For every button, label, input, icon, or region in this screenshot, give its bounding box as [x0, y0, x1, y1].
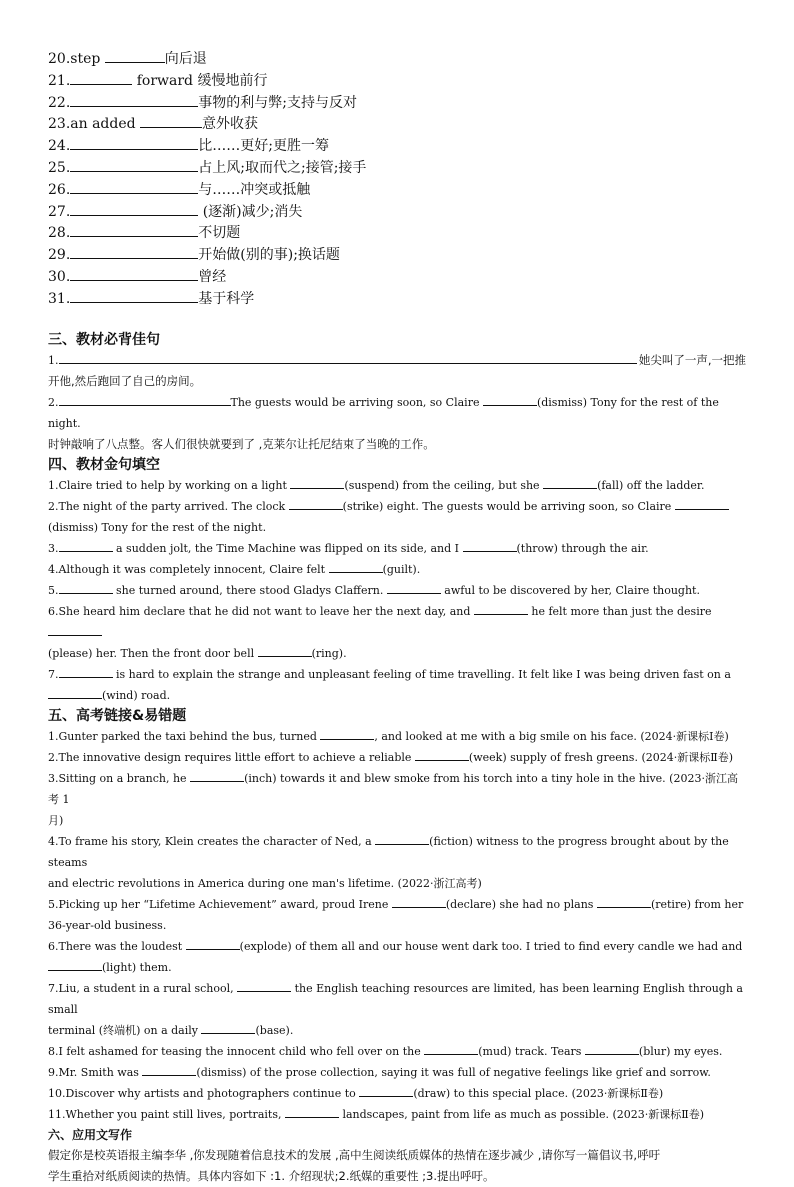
exam-item-8: 8.I felt ashamed for teasing the innocent child who fell over on the (mud) track. Tears (blur) my eyes.: [48, 1041, 746, 1062]
fill-item-4: 4.Although it was completely innocent, Claire felt (guilt).: [48, 559, 746, 580]
answer-blank[interactable]: [359, 1084, 413, 1097]
vocab-item-20: 20.step 向后退: [48, 48, 746, 70]
answer-blank[interactable]: [375, 832, 429, 845]
answer-blank[interactable]: [387, 581, 441, 594]
answer-blank[interactable]: [70, 135, 198, 150]
exam-item-10: 10.Discover why artists and photographers continue to (draw) to this special place. (2023·新课标Ⅱ卷): [48, 1083, 746, 1104]
exam-item-7-continued: terminal (终端机) on a daily (base).: [48, 1020, 746, 1041]
exam-item-4-continued: and electric revolutions in America during one man's lifetime. (2022·浙江高考): [48, 876, 482, 890]
answer-blank[interactable]: [285, 1105, 339, 1118]
answer-blank[interactable]: [48, 686, 102, 699]
vocab-item-27: 27. (逐渐)减少;消失: [48, 201, 746, 223]
exam-item-4: 4.To frame his story, Klein creates the character of Ned, a (fiction) witness to the progress brought about by the steams: [48, 831, 746, 873]
answer-blank[interactable]: [543, 476, 597, 489]
vocab-item-30: 30. 曾经: [48, 266, 746, 288]
exam-item-1: 1.Gunter parked the taxi behind the bus, turned , and looked at me with a big smile on his face. (2024·新课标Ⅰ卷): [48, 726, 746, 747]
answer-blank[interactable]: [48, 623, 102, 636]
answer-blank[interactable]: [59, 665, 113, 678]
exam-item-6-continued: (light) them.: [48, 957, 746, 978]
answer-blank[interactable]: [258, 644, 312, 657]
answer-blank[interactable]: [424, 1042, 478, 1055]
writing-prompt-line-1: 假定你是校英语报主编李华 ,你发现随着信息技术的发展 ,高中生阅读纸质媒体的热情在逐步减少 ,请你写一篇倡议书,呼吁: [48, 1147, 661, 1162]
exam-item-11: 11.Whether you paint still lives, portraits, landscapes, paint from life as much as possible. (2023·新课标Ⅱ卷): [48, 1104, 746, 1125]
exam-item-5-continued: 36-year-old business.: [48, 918, 167, 932]
exam-item-6: 6.There was the loudest (explode) of them all and our house went dark too. I tried to find every candle we had and: [48, 936, 746, 957]
worksheet-page: [48, 48, 746, 1187]
answer-blank[interactable]: [675, 497, 729, 510]
section-title-gaokao: 五、高考链接&易错题: [48, 707, 187, 724]
writing-prompt-line-2: 学生重拾对纸质阅读的热情。具体内容如下 :1. 介绍现状;2.纸媒的重要性 ;3.提出呼吁。: [48, 1168, 495, 1183]
answer-blank[interactable]: [320, 727, 374, 740]
answer-blank[interactable]: [290, 476, 344, 489]
sentence-1: 1. 她尖叫了一声,一把推: [48, 352, 746, 367]
sentence-1-continued: 开他,然后跑回了自己的房间。: [48, 373, 202, 388]
vocab-item-22: 22. 事物的利与弊;支持与反对: [48, 92, 746, 114]
answer-blank[interactable]: [70, 70, 132, 85]
answer-blank[interactable]: [70, 179, 198, 194]
vocab-item-23: 23.an added 意外收获: [48, 113, 746, 135]
exam-item-2: 2.The innovative design requires little effort to achieve a reliable (week) supply of fresh greens. (2024·新课标Ⅱ卷): [48, 747, 746, 768]
answer-blank[interactable]: [190, 769, 244, 782]
fill-item-7: 7. is hard to explain the strange and unpleasant feeling of time travelling. It felt like I was being driven fast on a: [48, 664, 746, 685]
answer-blank[interactable]: [142, 1063, 196, 1076]
answer-blank[interactable]: [70, 201, 198, 216]
answer-blank[interactable]: [70, 266, 198, 281]
answer-blank[interactable]: [585, 1042, 639, 1055]
answer-blank[interactable]: [237, 979, 291, 992]
exam-item-3-continued: 月): [48, 813, 64, 827]
fill-item-2: 2.The night of the party arrived. The clock (strike) eight. The guests would be arriving soon, so Claire: [48, 496, 746, 517]
answer-blank[interactable]: [483, 393, 537, 406]
answer-blank[interactable]: [70, 157, 198, 172]
exam-item-9: 9.Mr. Smith was (dismiss) of the prose collection, saying it was full of negative feelings like grief and sorrow.: [48, 1062, 746, 1083]
answer-blank[interactable]: [70, 288, 198, 303]
answer-blank[interactable]: [59, 351, 637, 364]
answer-blank[interactable]: [70, 244, 198, 259]
answer-blank[interactable]: [70, 92, 198, 107]
fill-item-3: 3. a sudden jolt, the Time Machine was flipped on its side, and I (throw) through the air.: [48, 538, 746, 559]
vocab-item-29: 29. 开始做(别的事);换话题: [48, 244, 746, 266]
section-title-writing: 六、应用文写作: [48, 1127, 133, 1142]
vocab-list: [48, 48, 746, 310]
answer-blank[interactable]: [48, 958, 102, 971]
vocab-item-31: 31. 基于科学: [48, 288, 746, 310]
answer-blank[interactable]: [59, 393, 231, 406]
exam-item-3: 3.Sitting on a branch, he (inch) towards it and blew smoke from his torch into a tiny hole in the hive. (2023·浙江高考 1: [48, 768, 746, 810]
vocab-item-24: 24. 比……更好;更胜一筹: [48, 135, 746, 157]
fill-item-1: 1.Claire tried to help by working on a light (suspend) from the ceiling, but she (fall) off the ladder.: [48, 475, 746, 496]
answer-blank[interactable]: [463, 539, 517, 552]
answer-blank[interactable]: [329, 560, 383, 573]
answer-blank[interactable]: [105, 48, 165, 63]
sentence-2: 2. The guests would be arriving soon, so Claire (dismiss) Tony for the rest of the night.: [48, 392, 746, 434]
answer-blank[interactable]: [392, 895, 446, 908]
answer-blank[interactable]: [474, 602, 528, 615]
section-title-fill-in: 四、教材金句填空: [48, 456, 160, 473]
vocab-item-25: 25. 占上风;取而代之;接管;接手: [48, 157, 746, 179]
fill-item-2-continued: (dismiss) Tony for the rest of the night.: [48, 520, 267, 534]
vocab-item-21: 21. forward 缓慢地前行: [48, 70, 746, 92]
section-title-must-recite: 三、教材必背佳句: [48, 331, 160, 348]
answer-blank[interactable]: [289, 497, 343, 510]
sentence-2-translation: 时钟敲响了八点整。客人们很快就要到了 ,克莱尔让托尼结束了当晚的工作。: [48, 436, 435, 451]
answer-blank[interactable]: [59, 539, 113, 552]
answer-blank[interactable]: [59, 581, 113, 594]
vocab-item-28: 28. 不切题: [48, 222, 746, 244]
answer-blank[interactable]: [186, 937, 240, 950]
answer-blank[interactable]: [415, 748, 469, 761]
fill-item-7-continued: (wind) road.: [48, 685, 746, 706]
fill-item-6-continued: (please) her. Then the front door bell (ring).: [48, 643, 746, 664]
exam-item-5: 5.Picking up her “Lifetime Achievement” award, proud Irene (declare) she had no plans (retire) from her: [48, 894, 746, 915]
answer-blank[interactable]: [201, 1021, 255, 1034]
vocab-item-26: 26. 与……冲突或抵触: [48, 179, 746, 201]
answer-blank[interactable]: [140, 113, 202, 128]
fill-item-5: 5. she turned around, there stood Gladys Claffern. awful to be discovered by her, Claire thought.: [48, 580, 746, 601]
answer-blank[interactable]: [597, 895, 651, 908]
exam-item-7: 7.Liu, a student in a rural school, the English teaching resources are limited, has been learning English through a small: [48, 978, 746, 1020]
answer-blank[interactable]: [70, 222, 198, 237]
fill-item-6: 6.She heard him declare that he did not want to leave her the next day, and he felt more than just the desire: [48, 601, 746, 643]
